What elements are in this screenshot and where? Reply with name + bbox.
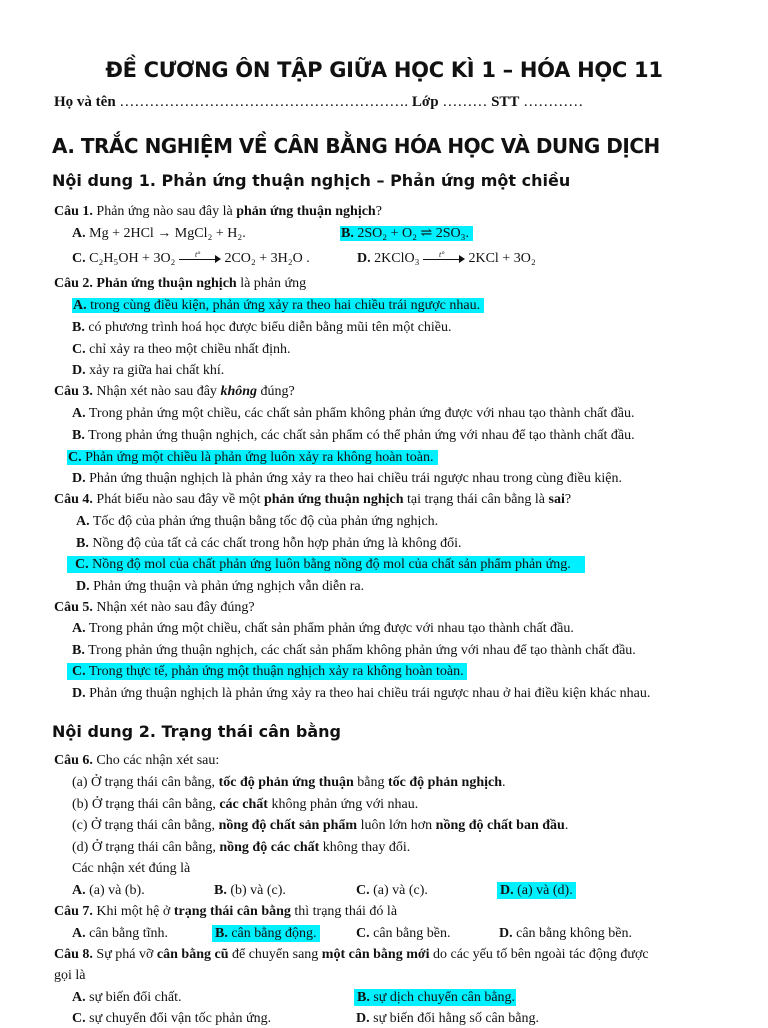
option-text-products: 2CO₂ + 3H₂O . — [224, 251, 310, 266]
question-text: Nhận xét nào sau đây — [92, 384, 221, 399]
q2-option-a — [72, 297, 484, 315]
q2-option-d — [72, 362, 224, 380]
q7-option-a — [72, 925, 168, 943]
question-number: Câu 6. — [54, 753, 93, 768]
question-8-continued: gọi là — [54, 968, 86, 983]
question-end: thì trạng thái đó là — [290, 904, 398, 919]
answer-highlight — [67, 556, 585, 573]
question-4 — [54, 491, 571, 509]
q3-option-c — [67, 449, 438, 467]
option-text: cân bằng tĩnh. — [85, 926, 169, 941]
q5-option-a — [72, 620, 574, 638]
q4-option-d — [76, 578, 364, 596]
stt-label: STT — [491, 94, 520, 110]
option-text: trong cùng điều kiện, phản ứng xảy ra theo hai chiều trái ngược nhau. — [86, 298, 481, 313]
q1-option-b — [340, 225, 473, 243]
option-label: B. — [76, 536, 89, 551]
answer-highlight — [72, 298, 484, 313]
q7-option-b — [212, 925, 320, 943]
option-label: D. — [356, 1011, 370, 1026]
option-text: có phương trình hoá học được biểu diễn bằng mũi tên một chiều. — [84, 320, 452, 335]
question-keyword: không — [220, 384, 258, 399]
q6-option-d — [497, 882, 576, 900]
q3-option-d — [72, 470, 622, 488]
question-keyword: trạng thái cân bằng — [173, 904, 291, 919]
option-label: A. — [72, 990, 86, 1005]
question-text: Khi một hệ ở — [92, 904, 174, 919]
question-keyword-2: sai — [548, 492, 565, 507]
q8-option-d — [356, 1010, 539, 1028]
q1-option-d — [357, 250, 536, 268]
question-end: đúng? — [257, 384, 295, 399]
question-5 — [54, 599, 255, 617]
question-text: Phát biểu nào sau đây về một — [92, 492, 264, 507]
question-keyword: phản ứng thuận nghịch — [236, 204, 376, 219]
option-text: Phản ứng thuận và phản ứng nghịch vẫn diễn ra. — [89, 579, 365, 594]
option-text: xảy ra giữa hai chất khí. — [85, 363, 225, 378]
question-number: Câu 7. — [54, 904, 93, 919]
option-text: cân bằng không bền. — [512, 926, 632, 941]
q6-option-a — [72, 882, 145, 900]
option-label: C. — [72, 1011, 86, 1026]
section-a-heading: A. TRẮC NGHIỆM VỀ CÂN BẰNG HÓA HỌC VÀ DUNG DỊCH — [52, 134, 660, 158]
content-1-heading: Nội dung 1. Phản ứng thuận nghịch – Phản ứng một chiều — [52, 171, 571, 190]
q1-option-a — [72, 225, 246, 243]
option-text: sự chuyển đổi vận tốc phản ứng. — [85, 1011, 272, 1026]
q6-option-b — [214, 882, 286, 900]
option-text: Nồng độ mol của chất phản ứng luôn bằng nồng độ mol của chất sản phẩm phản ứng. — [88, 557, 571, 572]
q5-option-d — [72, 685, 650, 703]
option-text: sự dịch chuyển cân bằng. — [369, 990, 516, 1005]
question-end: ? — [564, 492, 572, 507]
option-label: C. — [75, 557, 89, 572]
content-2-heading: Nội dung 2. Trạng thái cân bằng — [52, 722, 341, 741]
option-label: B. — [72, 643, 85, 658]
option-text: (a) và (b). — [85, 883, 145, 898]
answer-highlight — [212, 925, 320, 942]
stt-blank: ………… — [519, 94, 584, 110]
option-text: Nồng độ của tất cả các chất trong hỗn hợp phản ứng là không đổi. — [88, 536, 462, 551]
question-1 — [54, 203, 382, 221]
question-6 — [54, 752, 219, 770]
option-text: (b) và (c). — [226, 883, 286, 898]
q6-statement-c: (c) Ở trạng thái cân bằng, nồng độ chất sản phẩm luôn lớn hơn nồng độ chất ban đầu. — [72, 818, 569, 833]
q7-option-c — [356, 925, 450, 943]
question-2 — [54, 275, 306, 293]
q4-option-b — [76, 535, 462, 553]
question-keyword: Phản ứng thuận nghịch — [92, 276, 237, 291]
q8-option-c — [72, 1010, 271, 1028]
question-keyword: cân bằng cũ — [156, 947, 229, 962]
option-label: C. — [356, 883, 370, 898]
option-label: B. — [72, 320, 85, 335]
answer-highlight — [67, 663, 467, 680]
option-text: Phản ứng thuận nghịch là phản ứng xảy ra theo hai chiều trái ngược nhau ở hai điều kiện khác nhau. — [85, 686, 651, 701]
question-end: do các yếu tố bên ngoài tác động được — [429, 947, 649, 962]
option-label: D. — [72, 363, 86, 378]
question-text-mid: để chuyển sang — [228, 947, 322, 962]
option-text: Tốc độ của phản ứng thuận bằng tốc độ của phản ứng nghịch. — [89, 514, 439, 529]
answer-highlight — [497, 882, 576, 899]
question-text: Nhận xét nào sau đây đúng? — [92, 600, 255, 615]
question-text: là phản ứng — [236, 276, 307, 291]
question-number: Câu 5. — [54, 600, 93, 615]
student-info-row — [54, 94, 583, 111]
option-text: sự biến đổi chất. — [85, 990, 182, 1005]
q2-option-b — [72, 319, 452, 337]
answer-highlight — [340, 226, 473, 241]
option-label: A. — [72, 406, 86, 421]
q8-option-b — [354, 989, 516, 1007]
option-label: A. — [76, 514, 90, 529]
option-label: D. — [499, 926, 513, 941]
question-text: Phản ứng nào sau đây là — [92, 204, 237, 219]
option-label: D. — [72, 686, 86, 701]
question-end: ? — [375, 204, 382, 219]
question-number: Câu 1. — [54, 204, 93, 219]
name-label: Họ và tên — [54, 94, 120, 110]
option-label: A. — [72, 926, 86, 941]
name-blank: …………………………………………………. — [119, 94, 409, 110]
question-number: Câu 8. — [54, 947, 93, 962]
q3-option-b — [72, 427, 635, 445]
question-number: Câu 4. — [54, 492, 93, 507]
option-text: 2KClO₃ — [370, 251, 420, 266]
option-text: 2SO₂ + O₂ ⇌ 2SO₃. — [353, 226, 470, 241]
option-label: C. — [72, 664, 86, 679]
option-label: B. — [72, 428, 85, 443]
option-text: Trong phản ứng một chiều, chất sản phẩm phản ứng được với nhau tạo thành chất đầu. — [85, 621, 574, 636]
question-text: Sự phá vỡ — [92, 947, 157, 962]
q6-option-c — [356, 882, 428, 900]
option-text: Trong phản ứng thuận nghịch, các chất sản phẩm không phản ứng với nhau để tạo thành chất đầu. — [84, 643, 636, 658]
option-text: chỉ xảy ra theo một chiều nhất định. — [85, 342, 291, 357]
option-text: sự biến đổi hằng số cân bằng. — [369, 1011, 539, 1026]
option-label: B. — [341, 226, 354, 241]
option-label: C. — [72, 342, 86, 357]
q6-statement-b: (b) Ở trạng thái cân bằng, các chất không phản ứng với nhau. — [72, 797, 419, 812]
option-text: Mg + 2HCl → MgCl₂ + H₂. — [85, 226, 246, 241]
option-label: C. — [72, 251, 86, 266]
q6-statement-a: (a) Ở trạng thái cân bằng, tốc độ phản ứng thuận bằng tốc độ phản nghịch. — [72, 775, 506, 790]
option-text: (a) và (d). — [513, 883, 573, 898]
question-text: Cho các nhận xét sau: — [92, 753, 220, 768]
option-text: Trong phản ứng thuận nghịch, các chất sản phẩm có thể phản ứng với nhau để tạo thành chất đầu. — [84, 428, 635, 443]
class-blank: ……… — [442, 94, 492, 110]
option-label: D. — [357, 251, 371, 266]
option-label: B. — [214, 883, 227, 898]
reaction-arrow-icon: t° — [179, 254, 221, 264]
option-text: (a) và (c). — [369, 883, 428, 898]
option-label: A. — [72, 226, 86, 241]
option-label: B. — [357, 990, 370, 1005]
answer-highlight — [67, 450, 438, 465]
q2-option-c — [72, 341, 291, 359]
question-keyword: phản ứng thuận nghịch — [263, 492, 404, 507]
option-text-products: 2KCl + 3O₂ — [468, 251, 536, 266]
question-3 — [54, 383, 295, 401]
q6-statement-d: (d) Ở trạng thái cân bằng, nồng độ các chất không thay đổi. — [72, 840, 411, 855]
question-number: Câu 3. — [54, 384, 93, 399]
q3-option-a — [72, 405, 634, 423]
option-label: A. — [72, 621, 86, 636]
option-label: D. — [500, 883, 514, 898]
page-title: ĐỀ CƯƠNG ÔN TẬP GIỮA HỌC KÌ 1 – HÓA HỌC 11 — [105, 58, 663, 82]
question-7 — [54, 903, 397, 921]
q6-ask: Các nhận xét đúng là — [72, 861, 191, 876]
option-label: D. — [76, 579, 90, 594]
option-label: A. — [72, 883, 86, 898]
q8-option-a — [72, 989, 181, 1007]
option-label: C. — [356, 926, 370, 941]
option-text: Phản ứng một chiều là phản ứng luôn xảy ra không hoàn toàn. — [81, 450, 434, 465]
question-keyword-2: một cân bằng mới — [321, 947, 430, 962]
q5-option-c — [67, 663, 467, 681]
option-text: Trong phản ứng một chiều, các chất sản phẩm không phản ứng được với nhau tạo thành chất đầu. — [85, 406, 635, 421]
answer-highlight — [354, 989, 516, 1006]
q7-option-d — [499, 925, 632, 943]
option-label: C. — [68, 450, 82, 465]
option-text: cân bằng động. — [227, 926, 317, 941]
option-text: Trong thực tế, phản ứng một thuận nghịch xảy ra không hoàn toàn. — [85, 664, 464, 679]
question-8 — [54, 946, 649, 964]
reaction-arrow-icon: t° — [423, 254, 465, 264]
class-label: Lớp — [408, 94, 443, 110]
q4-option-c — [67, 556, 585, 574]
question-text-mid: tại trạng thái cân bằng là — [403, 492, 549, 507]
option-label: B. — [215, 926, 228, 941]
option-text: Phản ứng thuận nghịch là phản ứng xảy ra theo hai chiều trái ngược nhau trong cùng điều kiện. — [85, 471, 622, 486]
question-number: Câu 2. — [54, 276, 93, 291]
option-text: C₂H₅OH + 3O₂ — [85, 251, 176, 266]
q1-option-c — [72, 250, 310, 268]
option-label: D. — [72, 471, 86, 486]
q5-option-b — [72, 642, 636, 660]
option-label: A. — [73, 298, 87, 313]
q4-option-a — [76, 513, 438, 531]
option-text: cân bằng bền. — [369, 926, 451, 941]
